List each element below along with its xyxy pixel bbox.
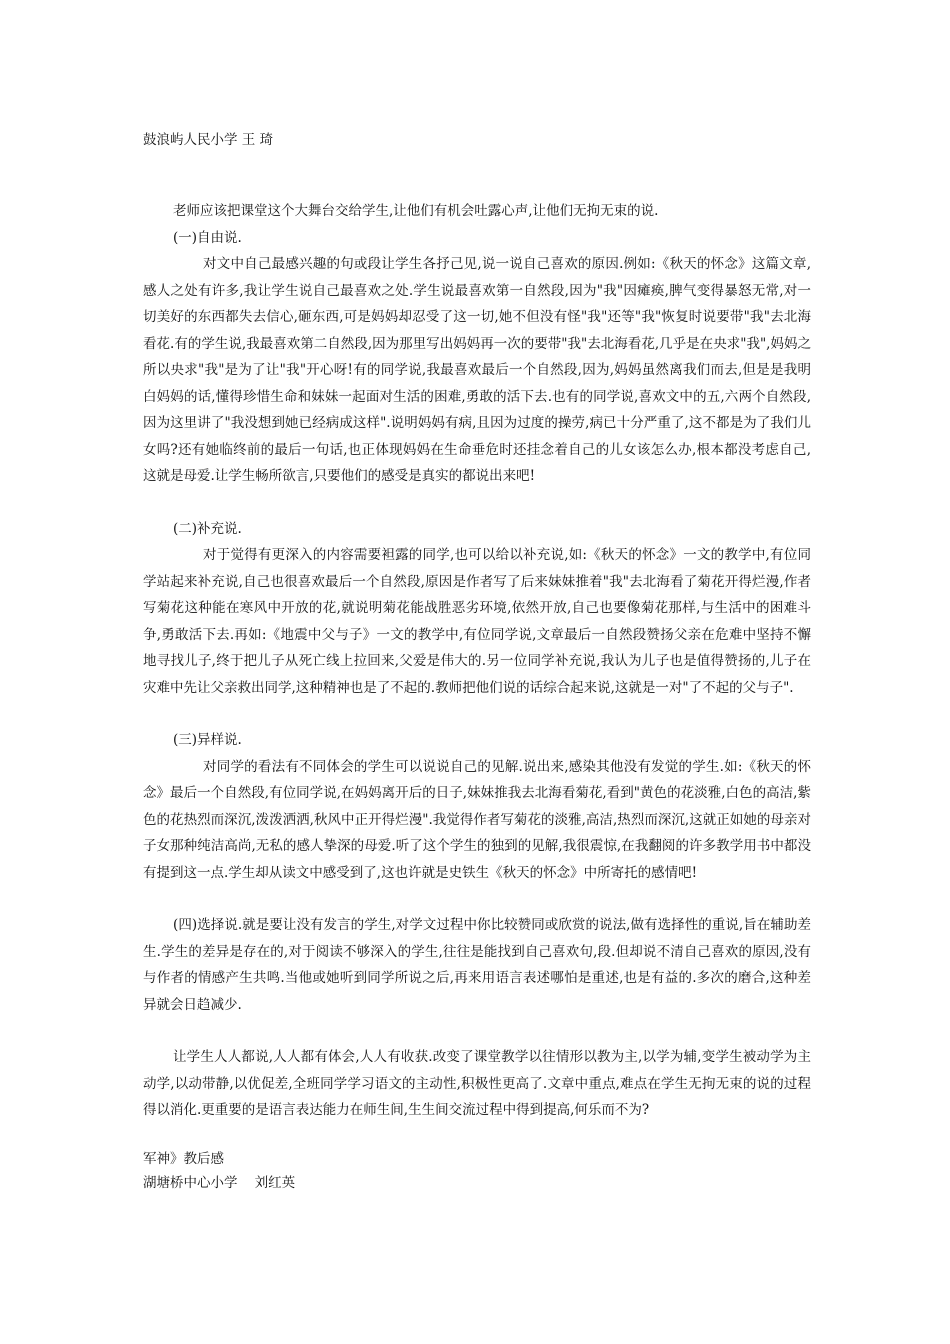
section-text-supplementary: 对于觉得有更深入的内容需要袒露的同学,也可以给以补充说,如:《秋天的怀念》一文的教学中,有位同学站起来补充说,自己也很喜欢最后一个自然段,原因是作者写了后来妹妹推着"我"去北海看了菊花开得烂漫,作者写菊花这种能在寒风中开放的花,就说明菊花能战胜恶劣环境,依然开放,自己也要像菊花那样,与生活中的困难斗争,勇敢活下去.再如:《地震中父与子》一文的教学中,有位同学说,文章最后一自然段赞扬父亲在危难中坚持不懈地寻找儿子,终于把儿子从死亡线上拉回来,父爱是伟大的.另一位同学补充说,我认为儿子也是值得赞扬的,儿子在灾难中先让父亲救出同学,这种精神也是了不起的.教师把他们说的话综合起来说,这就是一对"了不起的父与子". bbox=[143, 547, 811, 696]
next-article-author: 湖塘桥中心小学 刘红英 bbox=[143, 1175, 296, 1191]
conclusion-paragraph: 让学生人人都说,人人都有体会,人人有收获.改变了课堂教学以往情形以教为主,以学为辅,变学生被动学为主动学,以动带静,以优促差,全班同学学习语文的主动性,积极性更高了.文章中重点,难点在学生无拘无束的说的过程得以消化.更重要的是语言表达能力在师生间,生生间交流过程中得到提高,何乐而不为? bbox=[143, 1049, 811, 1118]
paragraph-gap bbox=[143, 490, 811, 516]
paragraph-gap bbox=[143, 886, 811, 912]
paragraph-gap bbox=[143, 701, 811, 727]
section-heading-different-views: (三)异样说. bbox=[173, 732, 242, 748]
section-heading-supplementary: (二)补充说. bbox=[173, 520, 242, 537]
paragraph-gap bbox=[143, 1018, 811, 1044]
section-text-different-views: 对同学的看法有不同体会的学生可以说说自己的见解.说出来,感染其他没有发觉的学生.如:《秋天的怀念》最后一个自然段,有位同学说,在妈妈离开后的日子,妹妹推我去北海看菊花,看到"黄色的花淡雅,白色的高洁,紫色的花热烈而深沉,泼泼洒洒,秋风中正开得烂漫".我觉得作者写菊花的淡雅,高洁,热烈而深沉,这就正如她的母亲对子女那种纯洁高尚,无私的感人挚深的母爱.听了这个学生的独到的见解,我很震惊,在我翻阅的许多教学用书中都没有提到这一点.学生却从读文中感受到了,这也许就是史铁生《秋天的怀念》中所寄托的感情吧! bbox=[143, 758, 811, 881]
intro-paragraph: 老师应该把课堂这个大舞台交给学生,让他们有机会吐露心声,让他们无拘无束的说. bbox=[173, 203, 659, 219]
footer-block bbox=[143, 1147, 295, 1195]
next-article-title: 军神》教后感 bbox=[143, 1151, 224, 1167]
section-heading-free-speaking: (一)自由说. bbox=[173, 229, 242, 246]
section-text-selective: (四)选择说.就是要让没有发言的学生,对学文过程中你比较赞同或欣赏的说法,做有选择性的重说,旨在辅助差生.学生的差异是存在的,对于阅读不够深入的学生,往往是能找到自己喜欢句,段.但却说不清自己喜欢的原因,没有与作者的情感产生共鸣.当他或她听到同学所说之后,再来用语言表述哪怕是重述,也是有益的.多次的磨合,这种差异就会日趋减少. bbox=[143, 917, 811, 1013]
article-body bbox=[143, 198, 811, 1124]
section-text-free-speaking: 对文中自己最感兴趣的句或段让学生各抒己见,说一说自己喜欢的原因.例如:《秋天的怀念》这篇文章,感人之处有许多,我让学生说自己最喜欢之处.学生说最喜欢第一自然段,因为"我"因瘫痪,脾气变得暴怒无常,对一切美好的东西都失去信心,砸东西,可是妈妈却忍受了这一切,她不但没有怪"我"还等"我"恢复时说要带"我"去北海看花.有的学生说,我最喜欢第二自然段,因为那里写出妈妈再一次的要带"我"去北海看花,几乎是在央求"我",妈妈之所以央求"我"是为了让"我"开心呀!有的同学说,我最喜欢最后一个自然段,因为,妈妈虽然离我们而去,但是是我明白妈妈的话,懂得珍惜生命和妹妹一起面对生活的困难,勇敢的活下去.也有的同学说,喜欢文中的五,六两个自然段,因为这里讲了"我没想到她已经病成这样".说明妈妈有病,且因为过度的操劳,病已十分严重了,这不都是为了我们儿女吗?还有她临终前的最后一句话,也正体现妈妈在生命垂危时还挂念着自己的儿女该怎么办,根本都没考虑自己,这就是母爱.让学生畅所欲言,只要他们的感受是真实的都说出来吧! bbox=[143, 256, 811, 484]
author-line: 鼓浪屿人民小学 王 琦 bbox=[143, 132, 274, 148]
